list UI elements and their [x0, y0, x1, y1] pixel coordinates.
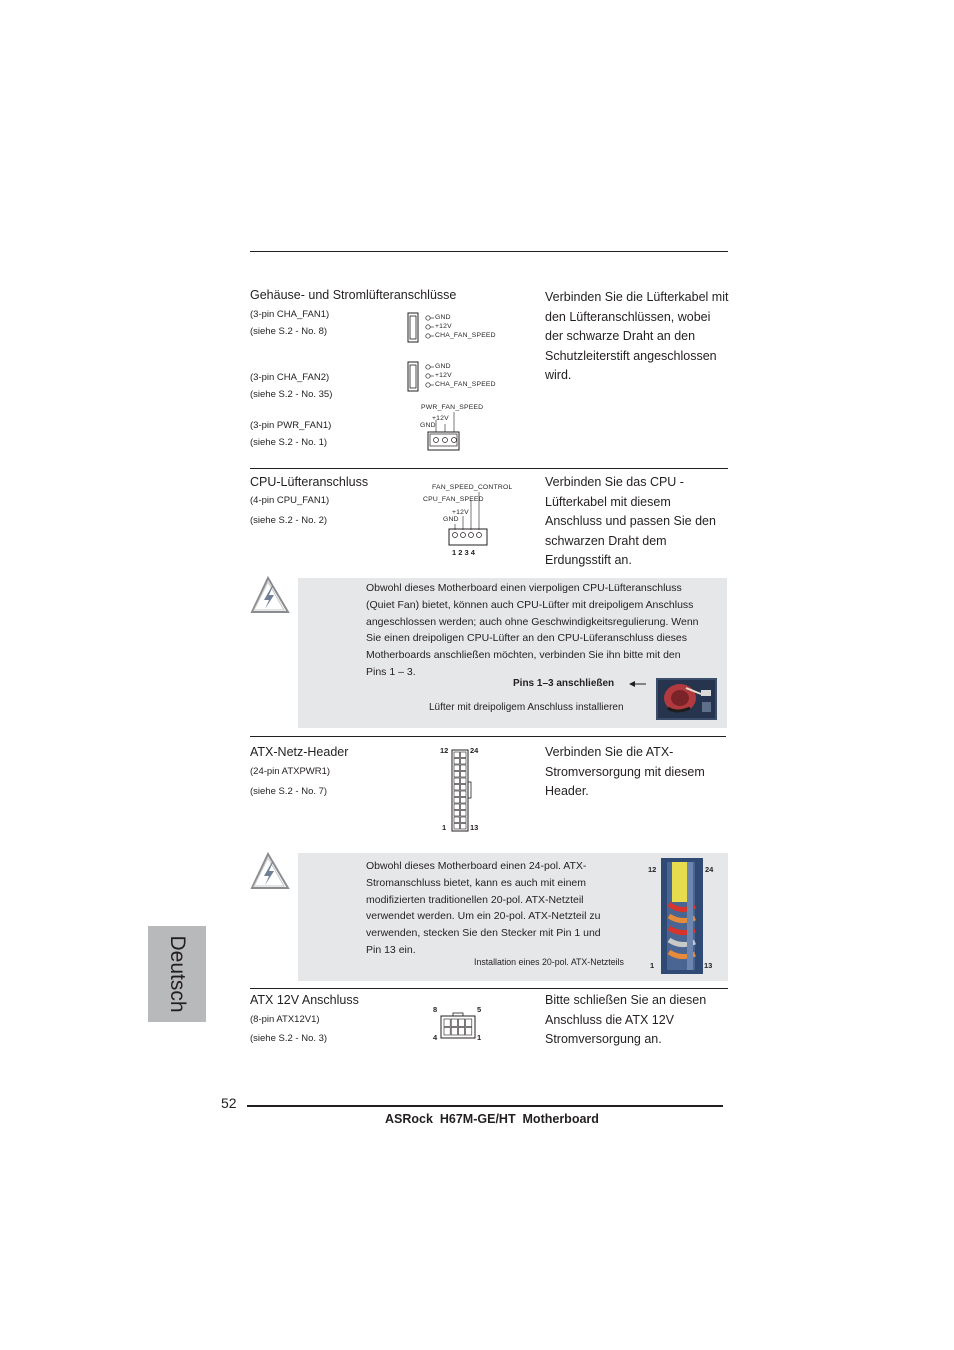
atx24-pin — [454, 791, 460, 797]
atx24-pin — [461, 798, 467, 804]
note1-line: Pins 1 – 3. — [366, 665, 416, 678]
chassis-desc-line: wird. — [545, 368, 572, 382]
atx12v-pin4-label: 4 — [433, 1033, 438, 1042]
cpu-desc-line: Erdungsstift an. — [545, 553, 632, 567]
note2-line: Stromanschluss bietet, kann es auch mit einem — [366, 876, 587, 889]
note1-line: angeschlossen werden; auch ohne Geschwindigkeitsregulierung. Wenn — [366, 615, 699, 628]
cpu-fan-description — [545, 473, 745, 571]
cpu-desc-line: Anschluss und passen Sie den — [545, 514, 716, 528]
atx-desc-line: Header. — [545, 784, 589, 798]
atx-24pin-connector-diagram — [451, 749, 473, 833]
atx12v-ref: (siehe S.2 - No. 3) — [250, 1033, 328, 1044]
cpu-fan-pin-numbers: 1 2 3 4 — [452, 548, 475, 557]
section-rule — [250, 736, 726, 737]
cha-fan2-ref: (siehe S.2 - No. 35) — [250, 389, 333, 400]
pwr-fan1-ref: (siehe S.2 - No. 1) — [250, 437, 328, 448]
atx12v-desc-line: Anschluss die ATX 12V — [545, 1012, 675, 1027]
atx-header-pin: (24-pin ATXPWR1) — [250, 766, 331, 777]
atx12v-pin1-label: 1 — [477, 1033, 482, 1042]
atx24-pin — [454, 798, 460, 804]
chassis-desc-line: den Lüfteranschlüssen, wobei — [545, 309, 711, 324]
atx-pin13-label: 13 — [470, 823, 479, 832]
atx24-pin — [461, 752, 467, 758]
cpu-fan-pin: (4-pin CPU_FAN1) — [250, 495, 330, 506]
cha-fan1-ref: (siehe S.2 - No. 8) — [250, 326, 328, 337]
atx24-pin — [461, 804, 467, 810]
atx24-pin — [461, 817, 467, 823]
atx-psu-note-text — [366, 858, 626, 959]
atx24-pin — [454, 817, 460, 823]
atx8-pin — [458, 1019, 464, 1027]
atx20-pin12-label: 12 — [648, 865, 657, 874]
note2-line: verwendet werden. Um ein 20-pol. ATX-Netzteil zu — [366, 910, 601, 923]
atx12v-pin8-label: 8 — [433, 1005, 438, 1014]
cpu-desc-line: Verbinden Sie das CPU - — [545, 475, 684, 489]
cha-fan2-gnd-label: GND — [435, 363, 451, 370]
cpu-fan-speed-label: CPU_FAN_SPEED — [423, 496, 484, 503]
atx8-pin — [451, 1028, 457, 1036]
atx12v-desc-line: Bitte schließen Sie an diesen — [545, 993, 707, 1007]
atx-header-description — [545, 743, 745, 802]
atx-pin24-label: 24 — [470, 746, 479, 755]
atx24-pin — [461, 772, 467, 778]
note2-line: verwenden, stecken Sie den Stecker mit Pin 1 und — [366, 927, 601, 940]
cha-fan2-12v-label: +12V — [435, 372, 452, 379]
atx12v-8pin-connector-diagram — [440, 1012, 476, 1040]
atx-header-ref: (siehe S.2 - No. 7) — [250, 786, 328, 797]
page-number: 52 — [221, 1095, 237, 1111]
section-rule — [250, 468, 728, 469]
atx24-pin — [461, 811, 467, 817]
cpu-fan-ref: (siehe S.2 - No. 2) — [250, 515, 328, 526]
top-rule — [250, 251, 728, 252]
cha-fan2-connector-diagram — [407, 361, 427, 393]
pins-1-3-label: Pins 1–3 anschließen — [513, 678, 615, 689]
atx12v-title: ATX 12V Anschluss — [250, 993, 359, 1007]
cha-fan1-speed-label: CHA_FAN_SPEED — [435, 332, 496, 339]
atx8-pin — [444, 1028, 450, 1036]
atx24-pin — [454, 785, 460, 791]
note1-line: Sie einen dreipoligen CPU-Lüfter an den CPU-Lüferanschluss dieses — [366, 632, 688, 645]
atx24-pin — [454, 778, 460, 784]
atx24-pin — [461, 778, 467, 784]
atx24-pin — [454, 759, 460, 765]
language-tab-label: Deutsch — [166, 935, 189, 1013]
atx8-pin — [466, 1019, 472, 1027]
note2-line: Obwohl dieses Motherboard einen 24-pol. ATX- — [366, 860, 587, 872]
atx12v-description — [545, 991, 745, 1050]
atx-desc-line: Verbinden Sie die ATX- — [545, 745, 674, 759]
footer-rule — [247, 1105, 723, 1107]
cpu-fan-12v-label: +12V — [452, 509, 469, 516]
pwr-fan1-pin: (3-pin PWR_FAN1) — [250, 420, 332, 431]
cha-fan2-speed-label: CHA_FAN_SPEED — [435, 381, 496, 388]
atx-pin1-label: 1 — [442, 823, 447, 832]
warning-icon — [250, 576, 290, 614]
cha-fan1-gnd-label: GND — [435, 314, 451, 321]
chassis-desc-line: der schwarze Draht an den — [545, 329, 696, 343]
atx24-pin — [454, 804, 460, 810]
cpu-fan-install-photo — [656, 678, 717, 720]
cpu-fan-gnd-label: GND — [443, 516, 459, 523]
fan-install-label: Lüfter mit dreipoligem Anschluss installieren — [429, 702, 624, 713]
atx8-pin — [451, 1019, 457, 1027]
cpu-fan1-connector-diagram — [446, 492, 490, 548]
atx24-pin — [461, 759, 467, 765]
cpu-fan-note-text — [366, 580, 726, 681]
atx20-pin13-label: 13 — [704, 961, 713, 970]
pwr-fan-12v-label: +12V — [432, 415, 449, 422]
atx24-pin — [461, 765, 467, 771]
warning-icon — [250, 852, 290, 890]
atx24-pin — [454, 752, 460, 758]
atx20-install-photo — [661, 858, 703, 974]
note2-line: Pin 13 ein. — [366, 943, 416, 956]
atx24-pin — [461, 785, 467, 791]
cha-fan1-12v-label: +12V — [435, 323, 452, 330]
cha-fan1-connector-diagram — [407, 312, 427, 344]
atx24-pin — [461, 791, 467, 797]
note1-line: Motherboards anschließen möchten, verbinden Sie ihn bitte mit den — [366, 649, 681, 662]
cpu-desc-line: Lüfterkabel mit diesem — [545, 494, 671, 509]
section-rule — [250, 988, 728, 989]
footer-product-name: ASRock H67M-GE/HT Motherboard — [385, 1112, 599, 1126]
chassis-fan-title: Gehäuse- und Stromlüfteranschlüsse — [250, 288, 457, 302]
atx8-pin — [458, 1028, 464, 1036]
atx20-install-label: Installation eines 20-pol. ATX-Netzteils — [474, 957, 624, 967]
note1-line: (Quiet Fan) bietet, können auch CPU-Lüfter mit dreipoligem Anschluss — [366, 598, 694, 611]
cha-fan1-pin: (3-pin CHA_FAN1) — [250, 309, 330, 320]
language-tab — [148, 926, 206, 1022]
atx20-pin24-label: 24 — [705, 865, 714, 874]
atx24-pin — [454, 811, 460, 817]
atx20-pin1-label: 1 — [650, 961, 655, 970]
arrow-left-icon — [629, 680, 647, 688]
atx12v-pin: (8-pin ATX12V1) — [250, 1014, 320, 1025]
atx-header-title: ATX-Netz-Header — [250, 745, 349, 759]
note1-line: Obwohl dieses Motherboard einen vierpoligen CPU-Lüfteranschluss — [366, 582, 682, 594]
atx12v-desc-line: Stromversorgung an. — [545, 1032, 662, 1046]
atx8-pin — [466, 1028, 472, 1036]
chassis-desc-line: Schutzleiterstift angeschlossen — [545, 348, 717, 363]
pwr-fan-speed-label: PWR_FAN_SPEED — [421, 404, 484, 411]
cpu-fan-title: CPU-Lüfteranschluss — [250, 475, 369, 489]
chassis-desc-line: Verbinden Sie die Lüfterkabel mit — [545, 290, 729, 304]
chassis-fan-description — [545, 288, 745, 386]
atx8-pin — [444, 1019, 450, 1027]
atx24-pin — [461, 824, 467, 830]
pwr-fan-gnd-label: GND — [420, 422, 436, 429]
pwr-fan1-connector-diagram — [426, 412, 460, 452]
fan-speed-control-label: FAN_SPEED_CONTROL — [432, 484, 513, 491]
atx24-pin — [454, 772, 460, 778]
atx-pin12-label: 12 — [440, 746, 449, 755]
atx24-pin — [454, 765, 460, 771]
atx24-pin — [454, 824, 460, 830]
cpu-desc-line: schwarzen Draht dem — [545, 533, 667, 548]
atx-desc-line: Stromversorgung mit diesem — [545, 764, 705, 779]
cha-fan2-pin: (3-pin CHA_FAN2) — [250, 372, 330, 383]
note2-line: modifizierten traditionellen 20-pol. ATX-Netzteil — [366, 893, 584, 906]
atx12v-pin5-label: 5 — [477, 1005, 482, 1014]
